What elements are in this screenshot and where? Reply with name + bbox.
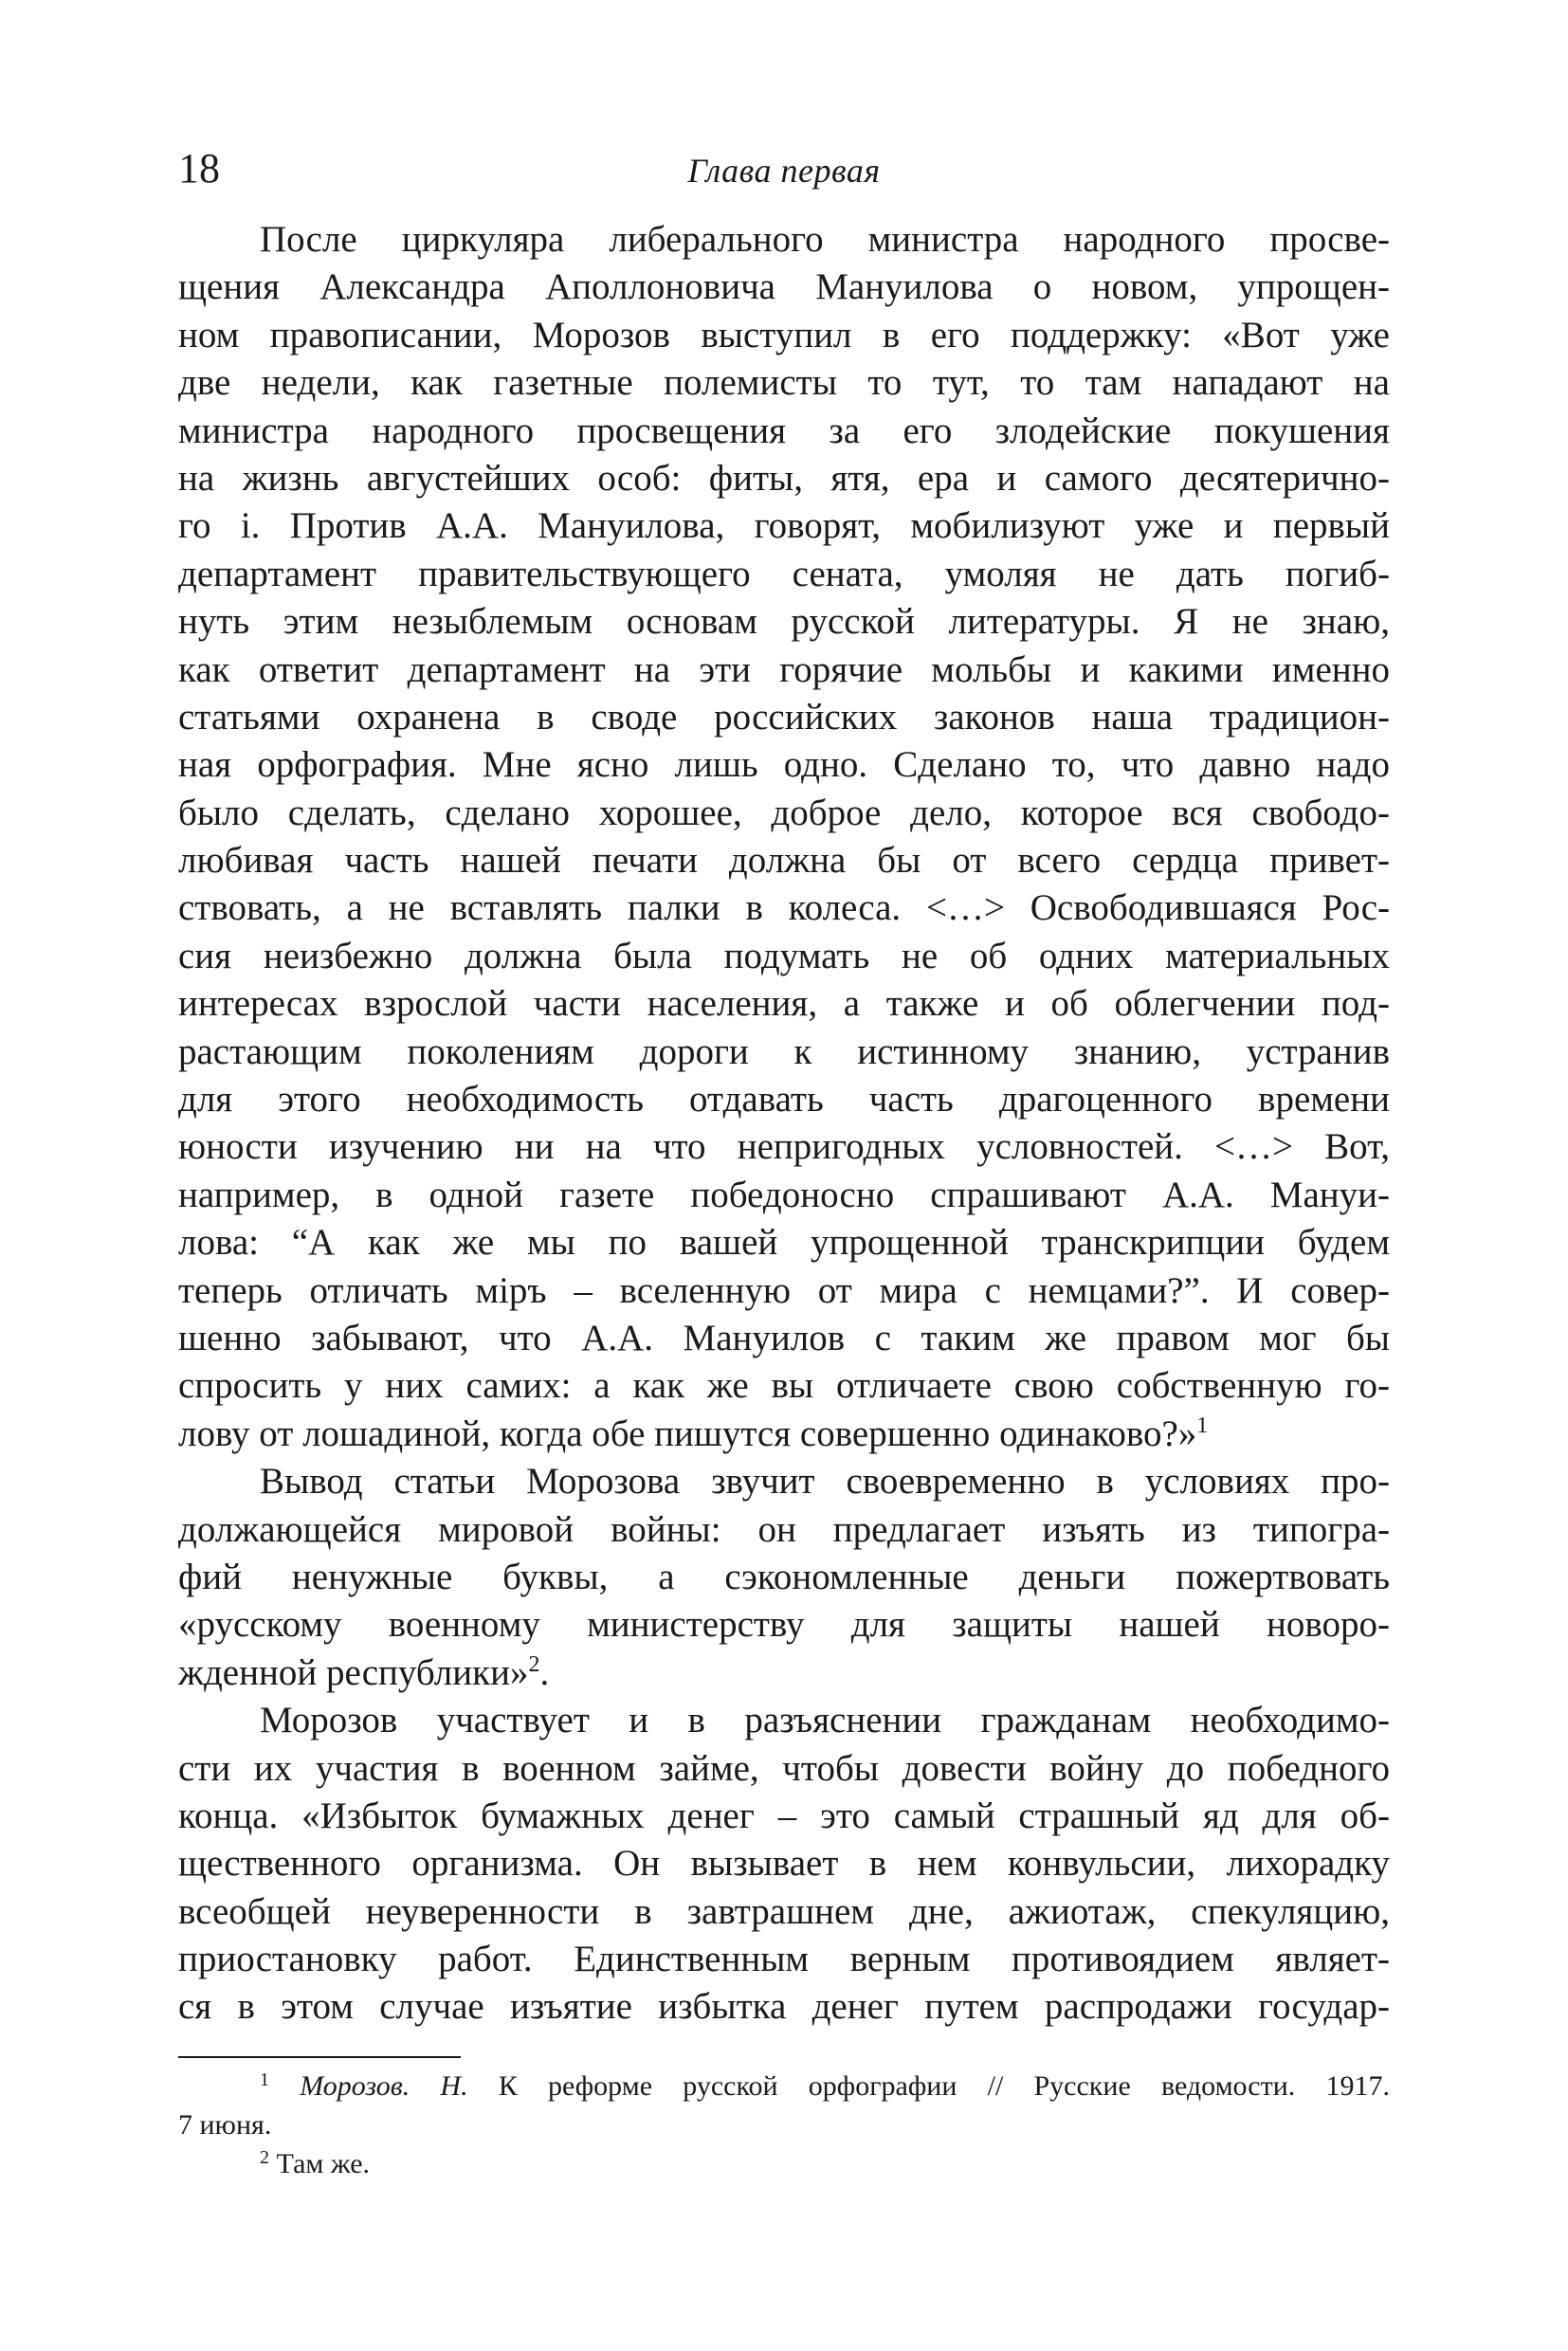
running-header bbox=[178, 140, 1390, 197]
text-line: шенно забывают, что А.А. Мануилов с таким же правом мог бы bbox=[178, 1317, 1390, 1358]
text-line: интересах взрослой части населения, а также и об облегчении под- bbox=[178, 983, 1390, 1025]
footnote-divider bbox=[178, 2056, 461, 2058]
text-line: фий ненужные буквы, а сэкономленные деньги пожертвовать bbox=[178, 1556, 1390, 1597]
footnote-author: Морозов. Н. bbox=[300, 2070, 468, 2102]
text-line-content: жденной республики» bbox=[178, 1651, 529, 1693]
text-line: как ответит департамент на эти горячие мольбы и какими именно bbox=[178, 648, 1390, 690]
sentence-end: . bbox=[539, 1651, 550, 1693]
text-line: спросить у них самих: а как же вы отличаете свою собственную го- bbox=[178, 1365, 1390, 1407]
text-line: например, в одной газете победоносно спрашивают А.А. Мануи- bbox=[178, 1174, 1390, 1215]
footnote-marker-1: 1 bbox=[260, 2069, 269, 2090]
text-line: Морозов участвует и в разъяснении гражданам необходимо- bbox=[260, 1700, 1390, 1741]
text-line: щения Александра Аполлоновича Мануилова о новом, упрощен- bbox=[178, 266, 1390, 308]
text-line: лова: “А как же мы по вашей упрощенной транскрипции будем bbox=[178, 1222, 1390, 1264]
text-line: всеобщей неуверенности в завтрашнем дне, ажиотаж, спекуляцию, bbox=[178, 1890, 1390, 1932]
footnote-marker-2: 2 bbox=[260, 2147, 269, 2168]
footnote-ref-2[interactable]: 2 bbox=[528, 1651, 540, 1677]
footnote-ref-1[interactable]: 1 bbox=[1196, 1412, 1209, 1438]
main-text bbox=[178, 216, 1390, 2032]
text-line: приостановку работ. Единственным верным противоядием являет- bbox=[178, 1939, 1390, 1980]
text-line: ном правописании, Морозов выступил в его поддержку: «Вот уже bbox=[178, 314, 1390, 355]
text-line: сти их участия в военном займе, чтобы довести войну до победного bbox=[178, 1747, 1390, 1789]
text-line: Вывод статьи Морозова звучит своевременно в условиях про- bbox=[260, 1461, 1390, 1503]
text-line: юности изучению ни на что непригодных условностей. <…> Вот, bbox=[178, 1126, 1390, 1168]
footnote-text: Там же. bbox=[269, 2148, 371, 2179]
text-line: любивая часть нашей печати должна бы от всего сердца привет- bbox=[178, 840, 1390, 882]
text-line: сия неизбежно должна была подумать не об одних материальных bbox=[178, 935, 1390, 976]
text-line: ная орфография. Мне ясно лишь одно. Сделано то, что давно надо bbox=[178, 744, 1390, 786]
text-line bbox=[178, 1411, 1390, 1458]
text-line: «русскому военному министерству для защиты нашей новоро- bbox=[178, 1604, 1390, 1646]
text-line: нуть этим незыблемым основам русской литературы. Я не знаю, bbox=[178, 601, 1390, 643]
text-line: ствовать, а не вставлять палки в колеса. <…> Освободившаяся Рос- bbox=[178, 887, 1390, 929]
text-line: теперь отличать міръ – вселенную от мира с немцами?”. И совер- bbox=[178, 1269, 1390, 1311]
text-line: растающим поколениям дороги к истинному знанию, устранив bbox=[178, 1030, 1390, 1072]
text-line: министра народного просвещения за его злодейские покушения bbox=[178, 410, 1390, 451]
footnote-source: К реформе русской орфографии // Русские ведомости. 1917. bbox=[467, 2070, 1391, 2102]
text-line: щественного организма. Он вызывает в нем конвульсии, лихорадку bbox=[178, 1843, 1390, 1885]
text-line: для этого необходимость отдавать часть драгоценного времени bbox=[178, 1079, 1390, 1121]
text-line bbox=[178, 1649, 1390, 1697]
footnotes bbox=[178, 2067, 1390, 2183]
footnote-2 bbox=[178, 2144, 1390, 2183]
chapter-title: Глава первая bbox=[687, 152, 881, 190]
text-line: ся в этом случае изъятие избытка денег путем распродажи государ- bbox=[178, 1986, 1390, 2028]
text-line: должающейся мировой войны: он предлагает изъять из типогра- bbox=[178, 1508, 1390, 1550]
text-line: го і. Против А.А. Мануилова, говорят, мобилизуют уже и первый bbox=[178, 505, 1390, 547]
text-line: После циркуляра либерального министра народного просве- bbox=[260, 219, 1390, 260]
text-line-content: лову от лошадиной, когда обе пишутся совершенно одинаково?» bbox=[178, 1412, 1197, 1454]
text-line: статьями охранена в своде российских законов наша традицион- bbox=[178, 696, 1390, 738]
text-line: на жизнь августейших особ: фиты, ятя, ера и самого десятерично- bbox=[178, 457, 1390, 499]
footnote-1 bbox=[178, 2067, 1390, 2105]
text-line: две недели, как газетные полемисты то тут, то там нападают на bbox=[178, 362, 1390, 404]
text-line: конца. «Избыток бумажных денег – это самый страшный яд для об- bbox=[178, 1795, 1390, 1836]
text-line: было сделать, сделано хорошее, доброе дело, которое вся свободо- bbox=[178, 792, 1390, 833]
footnote-1-continued: 7 июня. bbox=[178, 2109, 272, 2141]
text-line: департамент правительствующего сената, умоляя не дать погиб- bbox=[178, 553, 1390, 594]
page-number: 18 bbox=[178, 145, 220, 191]
